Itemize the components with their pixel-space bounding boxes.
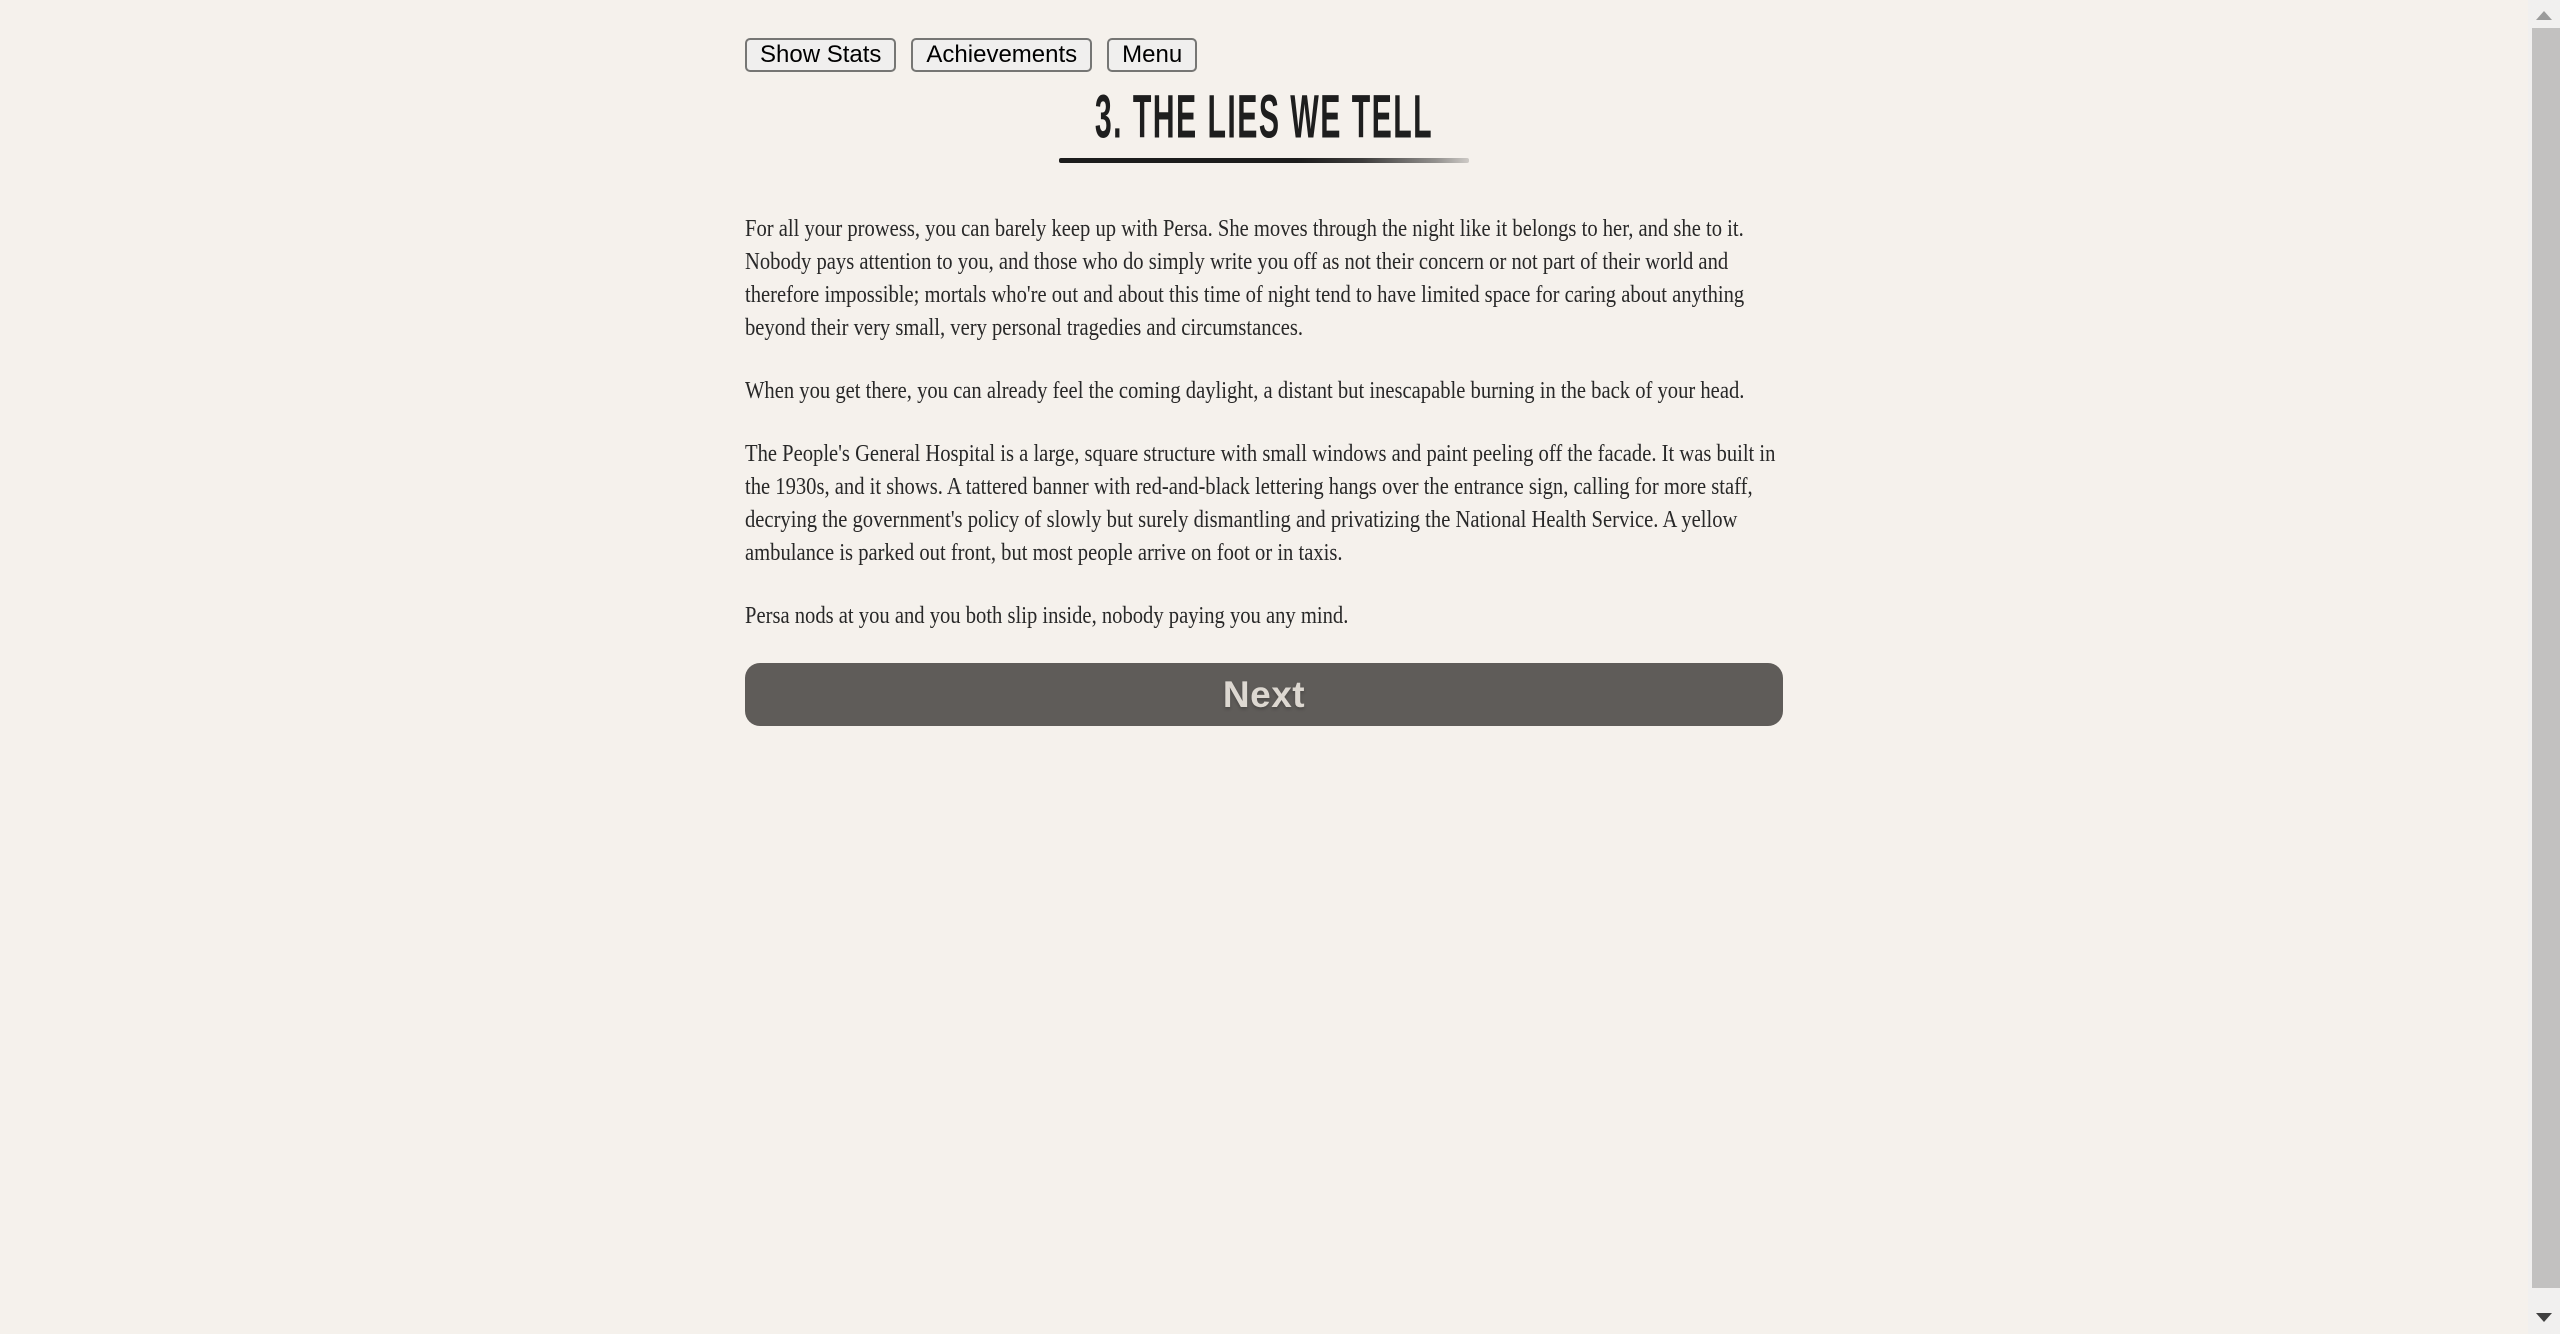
scrollbar[interactable] [2528, 0, 2560, 1334]
story-paragraph: Persa nods at you and you both slip inside, nobody paying you any mind. [745, 603, 1349, 629]
scroll-up-icon [2536, 11, 2552, 20]
scrollbar-up-button[interactable] [2528, 0, 2560, 28]
achievements-button[interactable]: Achievements [911, 38, 1092, 72]
toolbar [745, 38, 1783, 72]
scrollbar-down-button[interactable] [2528, 1306, 2560, 1334]
chapter-title: 3. THE LIES WE TELL [1094, 82, 1434, 151]
chapter-title-underline [1059, 158, 1469, 163]
scrollbar-thumb[interactable] [2532, 28, 2560, 1288]
story-paragraph: For all your prowess, you can barely keep up with Persa. She moves through the night like it belongs to her, and she to it. Nobody pays attention to you, and those who do simply write you off as not their concern or not part of their world and therefore impossible; mortals who're out and about this time of night tend to have limited space for caring about anything beyond their very small, very personal tragedies and circumstances. [745, 216, 1745, 341]
menu-button[interactable]: Menu [1107, 38, 1197, 72]
story-column [745, 0, 1783, 726]
next-button[interactable]: Next [745, 663, 1783, 726]
chapter-header [745, 82, 1783, 163]
story-text [745, 213, 1783, 633]
story-paragraph: When you get there, you can already feel the coming daylight, a distant but inescapable burning in the back of your head. [745, 378, 1745, 404]
scroll-down-icon [2536, 1313, 2552, 1322]
show-stats-button[interactable]: Show Stats [745, 38, 896, 72]
story-paragraph: The People's General Hospital is a large, square structure with small windows and paint peeling off the facade. It was built in the 1930s, and it shows. A tattered banner with red-and-black lettering hangs over the entrance sign, calling for more staff, decrying the government's policy of slowly but surely dismantling and privatizing the National Health Service. A yellow ambulance is parked out front, but most people arrive on foot or in taxis. [745, 441, 1776, 566]
